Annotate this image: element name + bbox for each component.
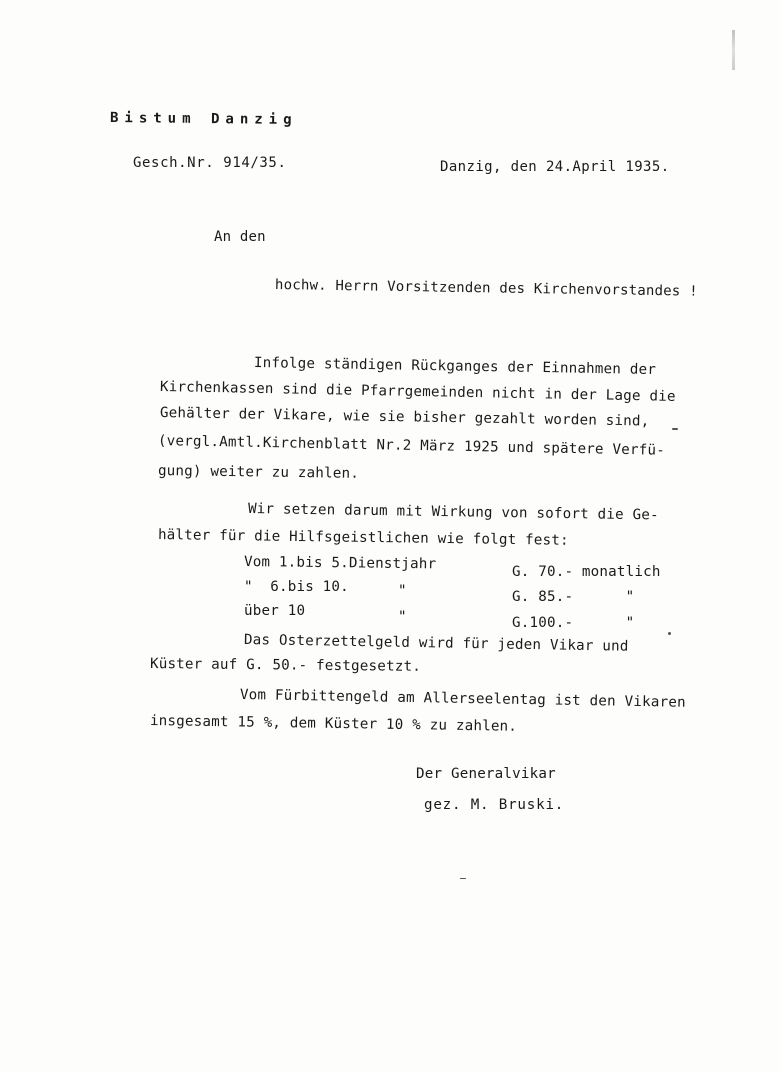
paragraph-line: gung) weiter zu zahlen.: [157, 463, 360, 482]
salary-period: " 6.bis 10.: [244, 579, 349, 595]
paragraph-line: (vergl.Amtl.Kirchenblatt Nr.2 März 1925 und spätere Verfü-: [157, 433, 666, 459]
salary-ditto: ": [398, 609, 407, 625]
diocese-heading: Bistum Danzig: [109, 110, 298, 128]
signature-name: gez. M. Bruski.: [424, 797, 565, 813]
paragraph-line: insgesamt 15 %, dem Küster 10 % zu zahlen.: [149, 713, 518, 735]
signature-title: Der Generalvikar: [416, 766, 556, 782]
salary-amount: G.100.- ": [512, 615, 635, 631]
scan-speck: [672, 428, 678, 430]
salary-ditto: ": [398, 583, 407, 599]
scan-edge-mark: [732, 30, 735, 70]
scan-speck: [460, 878, 466, 879]
paragraph-line: Das Osterzettelgeld wird für jeden Vikar und: [243, 632, 629, 655]
salary-period: über 10: [244, 603, 306, 619]
address-recipient: hochw. Herrn Vorsitzenden des Kirchenvorstandes !: [274, 277, 698, 300]
paragraph-line: Gehälter der Vikare, wie sie bisher gezahlt worden sind,: [159, 405, 650, 430]
paragraph-line: Kirchenkassen sind die Pfarrgemeinden nicht in der Lage die: [159, 379, 676, 405]
scan-speck: [668, 632, 671, 635]
reference-number: Gesch.Nr. 914/35.: [133, 155, 287, 171]
paragraph-line: Vom Fürbittengeld am Allerseelentag ist den Vikaren: [239, 687, 686, 711]
paragraph-line: Küster auf G. 50.- festgesetzt.: [149, 656, 422, 675]
salary-amount: G. 85.- ": [512, 589, 635, 605]
address-salutation: An den: [214, 229, 266, 245]
salary-amount: G. 70.- monatlich: [512, 564, 661, 580]
place-and-date: Danzig, den 24.April 1935.: [440, 159, 670, 175]
salary-period: Vom 1.bis 5.Dienstjahr: [243, 554, 437, 573]
paragraph-line: hälter für die Hilfsgeistlichen wie folgt fest:: [157, 527, 569, 549]
paragraph-line: Wir setzen darum mit Wirkung von sofort die Ge-: [247, 501, 659, 524]
paragraph-line: Infolge ständigen Rückganges der Einnahmen der: [253, 355, 657, 379]
